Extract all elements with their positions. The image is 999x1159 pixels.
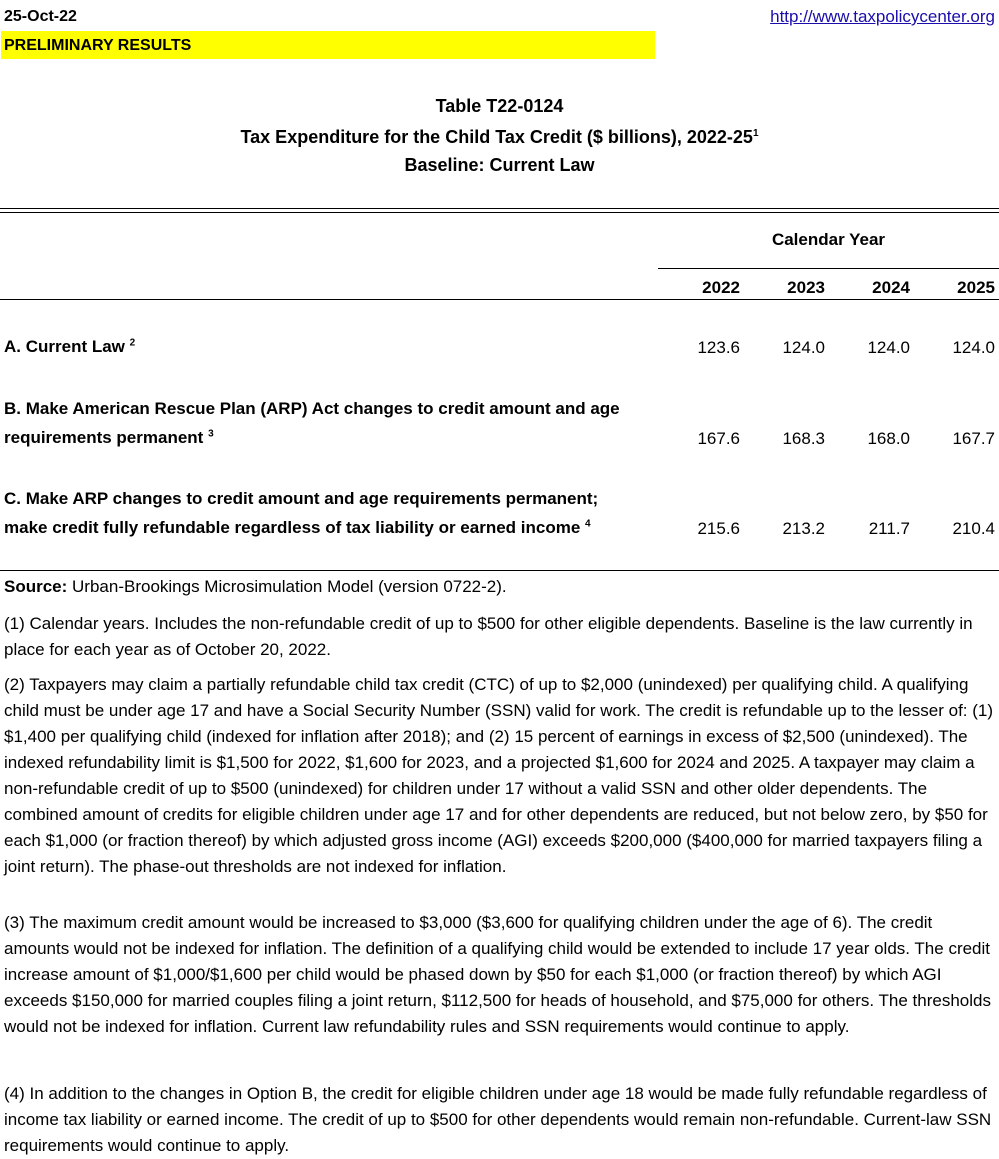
- baseline-label: Baseline: Current Law: [404, 155, 595, 175]
- source-note: [4, 574, 996, 600]
- row-label-line: requirements permanent: [4, 428, 204, 447]
- table-cell: 124.0: [952, 338, 995, 357]
- column-header-year: 2023: [787, 278, 825, 297]
- source-label: Source:: [4, 577, 68, 596]
- top-rule-second: [0, 212, 999, 213]
- row-footnote-ref: 4: [585, 518, 591, 530]
- table-cell: 123.6: [697, 338, 740, 357]
- table-cell: 167.6: [697, 429, 740, 448]
- column-header-year: 2022: [702, 278, 740, 297]
- row-label-line: C. Make ARP changes to credit amount and age requirements permanent;: [4, 489, 599, 508]
- table-title: [0, 127, 999, 148]
- column-header-year: 2024: [872, 278, 910, 297]
- footnote-3: (3) The maximum credit amount would be increased to $3,000 ($3,600 for qualifying children under the age of 6). The credit amounts would not be indexed for inflation. The definition of a qualifying child would be extended to include 17 year olds. The credit increase amount of $1,000/$1,600 per child would be phased down by $50 for each $1,000 (or fraction thereof) by which AGI exceeds $150,000 for married couples filing a joint return, $112,500 for heads of household, and $75,000 for others. The thresholds would not be indexed for inflation. Current law refundability rules and SSN requirements would continue to apply.: [4, 913, 991, 1036]
- footnote-4: (4) In addition to the changes in Option B, the credit for eligible children under age 18 would be made fully refundable regardless of income tax liability or earned income. The credit of up to $500 for other dependents would remain non-refundable. Current-law SSN requirements would continue to apply.: [4, 1084, 992, 1155]
- row-label-line: A. Current Law: [4, 337, 125, 356]
- source-text: Urban-Brookings Microsimulation Model (version 0722-2).: [67, 577, 507, 596]
- table-title-footnote-ref: 1: [752, 128, 759, 139]
- calendar-year-rule: [658, 268, 999, 269]
- row-label-line-2: [4, 423, 620, 452]
- table-cell: 213.2: [782, 519, 825, 538]
- row-label-line: B. Make American Rescue Plan (ARP) Act changes to credit amount and age: [4, 399, 620, 418]
- row-label-b: [4, 394, 620, 452]
- calendar-year-header: Calendar Year: [771, 230, 886, 249]
- table-cell: 211.7: [868, 519, 910, 538]
- table-cell: 210.4: [952, 519, 995, 538]
- row-footnote-ref: 3: [208, 428, 214, 440]
- tpc-website-link[interactable]: http://www.taxpolicycenter.org: [770, 7, 995, 26]
- table-cell: 215.6: [697, 519, 740, 538]
- footnote-2: (2) Taxpayers may claim a partially refundable child tax credit (CTC) of up to $2,000 (unindexed) per qualifying child. A qualifying child must be under age 17 and have a Social Security Number (SSN) valid for work. The credit is refundable up to the lesser of: (1) $1,400 per qualifying child (indexed for inflation after 2018); and (2) 15 percent of earnings in excess of $2,500 (unindexed). The indexed refundability limit is $1,500 for 2022, $1,600 for 2023, and a projected $1,600 for 2024 and 2025. A taxpayer may claim a non-refundable credit of up to $500 (unindexed) for children under 17 without a valid SSN and other older dependents. The combined amount of credits for eligible children under age 17 and for other dependents are reduced, but not below zero, by $50 for each $1,000 (or fraction thereof) by which adjusted gross income (AGI) exceeds $200,000 ($400,000 for married taxpayers filing a joint return). The phase-out thresholds are not indexed for inflation.: [4, 675, 994, 876]
- top-rule: [0, 208, 999, 209]
- table-cell: 167.7: [952, 429, 995, 448]
- column-header-year: 2025: [957, 278, 995, 297]
- row-label-a: [4, 332, 135, 361]
- row-label-line: make credit fully refundable regardless of tax liability or earned income: [4, 518, 581, 537]
- table-id: Table T22-0124: [435, 96, 564, 116]
- footnote-1: (1) Calendar years. Includes the non-refundable credit of up to $500 for other eligible dependents. Baseline is the law currently in place for each year as of October 20, 2022.: [4, 614, 973, 659]
- table-cell: 168.0: [867, 429, 910, 448]
- table-title-text: Tax Expenditure for the Child Tax Credit ($ billions), 2022-25: [240, 127, 753, 147]
- table-cell: 124.0: [782, 338, 825, 357]
- header-rule: [0, 299, 999, 300]
- table-cell: 168.3: [782, 429, 825, 448]
- row-label-line-2: [4, 513, 598, 542]
- preliminary-results-banner: PRELIMINARY RESULTS: [1, 31, 655, 59]
- row-footnote-ref: 2: [129, 337, 136, 349]
- bottom-rule: [0, 570, 999, 571]
- row-label-c: [4, 484, 598, 542]
- report-date: 25-Oct-22: [4, 8, 77, 25]
- table-cell: 124.0: [867, 338, 910, 357]
